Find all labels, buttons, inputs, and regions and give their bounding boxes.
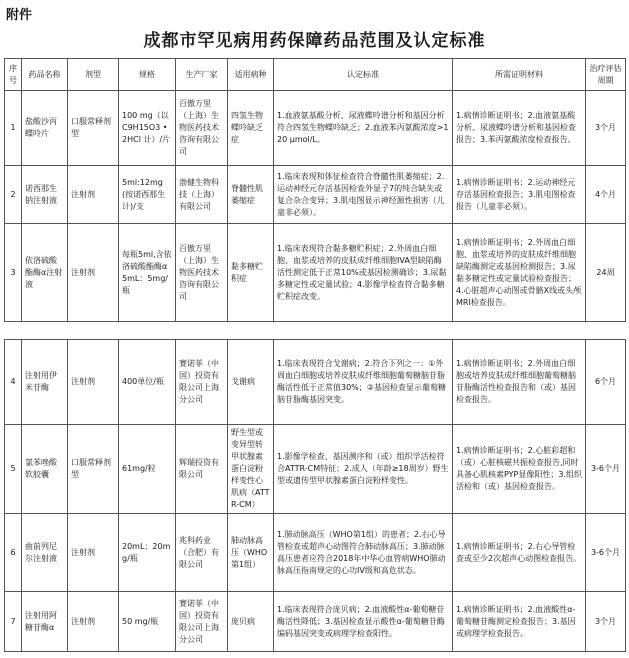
cell-spec: 400单位/瓶 [119, 340, 176, 425]
cell-cycle: 6个月 [586, 340, 626, 425]
cell-no: 7 [5, 592, 22, 652]
table-header-row [5, 59, 626, 91]
cell-spec: 61mg/粒 [119, 425, 176, 514]
cell-proof: 1.病情诊断证明书；2.外周血白细胞、血浆或培养的皮肤成纤维细胞缺陷酶测定或基因检测报告；3.尿黏多糖定性或定量试验检查报告；4.心脏超声心动图或骨骼X线或头颅MRI检查报告。 [453, 224, 586, 322]
cell-form: 注射剂 [68, 340, 119, 425]
header-no: 序号 [5, 59, 22, 91]
cell-name: 氯苯唑酸软胶囊 [22, 425, 68, 514]
cell-maker: 百傲万里（上海）生物医药技术咨询有限公司 [176, 91, 228, 166]
cell-form: 口服常释剂型 [68, 91, 119, 166]
cell-criteria: 1.临床表现符合黏多糖贮积症；2.外周血白细胞、血浆或培养的皮肤成纤维细胞IVA型缺陷酶活性测定低于正常10%或基因检测确诊；3.尿黏多糖定性或定量试验；4.影像学检查符合黏多糖贮积症改变。 [274, 224, 453, 322]
cell-form: 注射剂 [68, 166, 119, 224]
cell-form: 注射剂 [68, 514, 119, 592]
cell-spec: 5ml:12mg (按诺西那生计)/支 [119, 166, 176, 224]
cell-disease: 肺动脉高压（WHO第1组） [228, 514, 274, 592]
cell-spec: 100 mg（以C9H15O3 •2HCl 计）/片 [119, 91, 176, 166]
cell-criteria: 1.临床表现符合庞贝病；2.血液酸性α-葡萄糖苷酶活性降低；3.基因检查显示酸性α-葡萄糖苷酶编码基因突变或病理学检查阳性。 [274, 592, 453, 652]
cell-no: 2 [5, 166, 22, 224]
drug-table-part1 [4, 58, 626, 322]
cell-criteria: 1.影像学检查、基因测序和（或）组织学活检符合ATTR-CM特征；2.成人（年龄≥18周岁）野生型或遗传型甲状腺素蛋白淀粉样变性。 [274, 425, 453, 514]
cell-no: 6 [5, 514, 22, 592]
header-proof: 所需证明材料 [453, 59, 586, 91]
cell-proof: 1.病情诊断证明书；2.运动神经元存活基因检查报告；3.肌电图检查报告（儿童非必须）。 [453, 166, 586, 224]
cell-spec: 20mL：20mg/瓶 [119, 514, 176, 592]
cell-proof: 1.病情诊断证明书；2.外周血白细胞或培养皮肤成纤维细胞葡萄糖脑苷脂酶活性检查报告和（或）基因检查报告。 [453, 340, 586, 425]
table-row [5, 340, 626, 425]
cell-criteria: 1.临床表现和体征检查符合脊髓性肌萎缩症；2.运动神经元存活基因检查外显子7的纯合缺失或复合杂合变异；3.肌电图显示神经源性损害（儿童非必须）。 [274, 166, 453, 224]
cell-cycle: 24周 [586, 224, 626, 322]
cell-no: 3 [5, 224, 22, 322]
cell-maker: 辉瑞投资有限公司 [176, 425, 228, 514]
cell-cycle: 3-6个月 [586, 425, 626, 514]
cell-name: 依洛硫酸酯酶α注射液 [22, 224, 68, 322]
cell-maker: 渤健生物科技（上海）有限公司 [176, 166, 228, 224]
header-criteria: 认定标准 [274, 59, 453, 91]
header-spec: 规格 [119, 59, 176, 91]
attachment-label: 附件 [6, 8, 33, 23]
cell-name: 注射用阿糖苷酶α [22, 592, 68, 652]
header-name: 药品名称 [22, 59, 68, 91]
cell-criteria: 1.肺动脉高压（WHO第1组）的患者；2.右心导管检查或超声心动图符合肺动脉高压；3.肺动脉高压患者应符合2018年中华心血管病WHO肺动脉高压指南规定的心功IV级和高危状态。 [274, 514, 453, 592]
cell-disease: 黏多糖贮积症 [228, 224, 274, 322]
header-maker: 生产厂家 [176, 59, 228, 91]
cell-form: 口服常释剂型 [68, 425, 119, 514]
cell-name: 曲前列尼尔注射液 [22, 514, 68, 592]
cell-maker: 百傲万里（上海）生物医药技术咨询有限公司 [176, 224, 228, 322]
header-disease: 适用病种 [228, 59, 274, 91]
cell-criteria: 1.血液氨基酸分析、尿液蝶呤谱分析和基因分析符合四氢生物蝶呤缺乏；2.血液苯丙氨酸浓度>120 μmol/L。 [274, 91, 453, 166]
cell-spec: 50 mg/瓶 [119, 592, 176, 652]
cell-proof: 1.病情诊断证明书；2.右心导管检查或至少2次超声心动图检查报告。 [453, 514, 586, 592]
table-row [5, 224, 626, 322]
table-row [5, 166, 626, 224]
cell-form: 注射剂 [68, 592, 119, 652]
header-cycle: 治疗评估周期 [586, 59, 626, 91]
cell-disease: 庞贝病 [228, 592, 274, 652]
cell-name: 盐酸沙丙蝶呤片 [22, 91, 68, 166]
cell-disease: 四氢生物蝶呤缺乏症 [228, 91, 274, 166]
table-row [5, 425, 626, 514]
cell-proof: 1.病情诊断证明书；2.血液酸性α-葡萄糖苷酶测定检查报告；3.基因或病理学检查报告。 [453, 592, 586, 652]
drug-table-part2 [4, 339, 626, 652]
cell-no: 1 [5, 91, 22, 166]
cell-criteria: 1.临床表现符合戈谢病；2.符合下列之一：①外周血白细胞或培养皮肤成纤维细胞葡萄糖脑苷脂酶活性低于正常值30%；②基因检查显示葡萄糖脑苷脂酶基因突变。 [274, 340, 453, 425]
cell-no: 5 [5, 425, 22, 514]
document-title: 成都市罕见病用药保障药品范围及认定标准 [143, 31, 486, 51]
cell-cycle: 4个月 [586, 166, 626, 224]
cell-name: 诺西那生钠注射液 [22, 166, 68, 224]
cell-disease: 野生型或变异型转甲状腺素蛋白淀粉样变性心肌病（ATTR-CM） [228, 425, 274, 514]
cell-disease: 戈谢病 [228, 340, 274, 425]
cell-maker: 兆科药业（合肥）有限公司 [176, 514, 228, 592]
cell-cycle: 3个月 [586, 91, 626, 166]
cell-disease: 脊髓性肌萎缩症 [228, 166, 274, 224]
cell-cycle: 3-6个月 [586, 514, 626, 592]
cell-cycle: 3个月 [586, 592, 626, 652]
cell-proof: 1.病情诊断证明书；2.心脏彩超和（或）心脏核磁共振检查报告,同时具备心肌核素PYP显像阳性；3.组织活检和（或）基因检查报告。 [453, 425, 586, 514]
table-row [5, 514, 626, 592]
table-row [5, 592, 626, 652]
cell-form: 注射剂 [68, 224, 119, 322]
cell-maker: 赛诺菲（中国）投资有限公司上海分公司 [176, 592, 228, 652]
cell-no: 4 [5, 340, 22, 425]
header-form: 剂型 [68, 59, 119, 91]
table-row [5, 91, 626, 166]
cell-spec: 每瓶5ml,含依洛硫酸酯酶α 5mL：5mg/瓶 [119, 224, 176, 322]
cell-name: 注射用伊米苷酶 [22, 340, 68, 425]
cell-proof: 1.病情诊断证明书；2.血液氨基酸分析、尿液蝶呤谱分析和基因检查报告；3.苯丙氨酸浓度检查报告。 [453, 91, 586, 166]
cell-maker: 赛诺菲（中国）投资有限公司上海分公司 [176, 340, 228, 425]
